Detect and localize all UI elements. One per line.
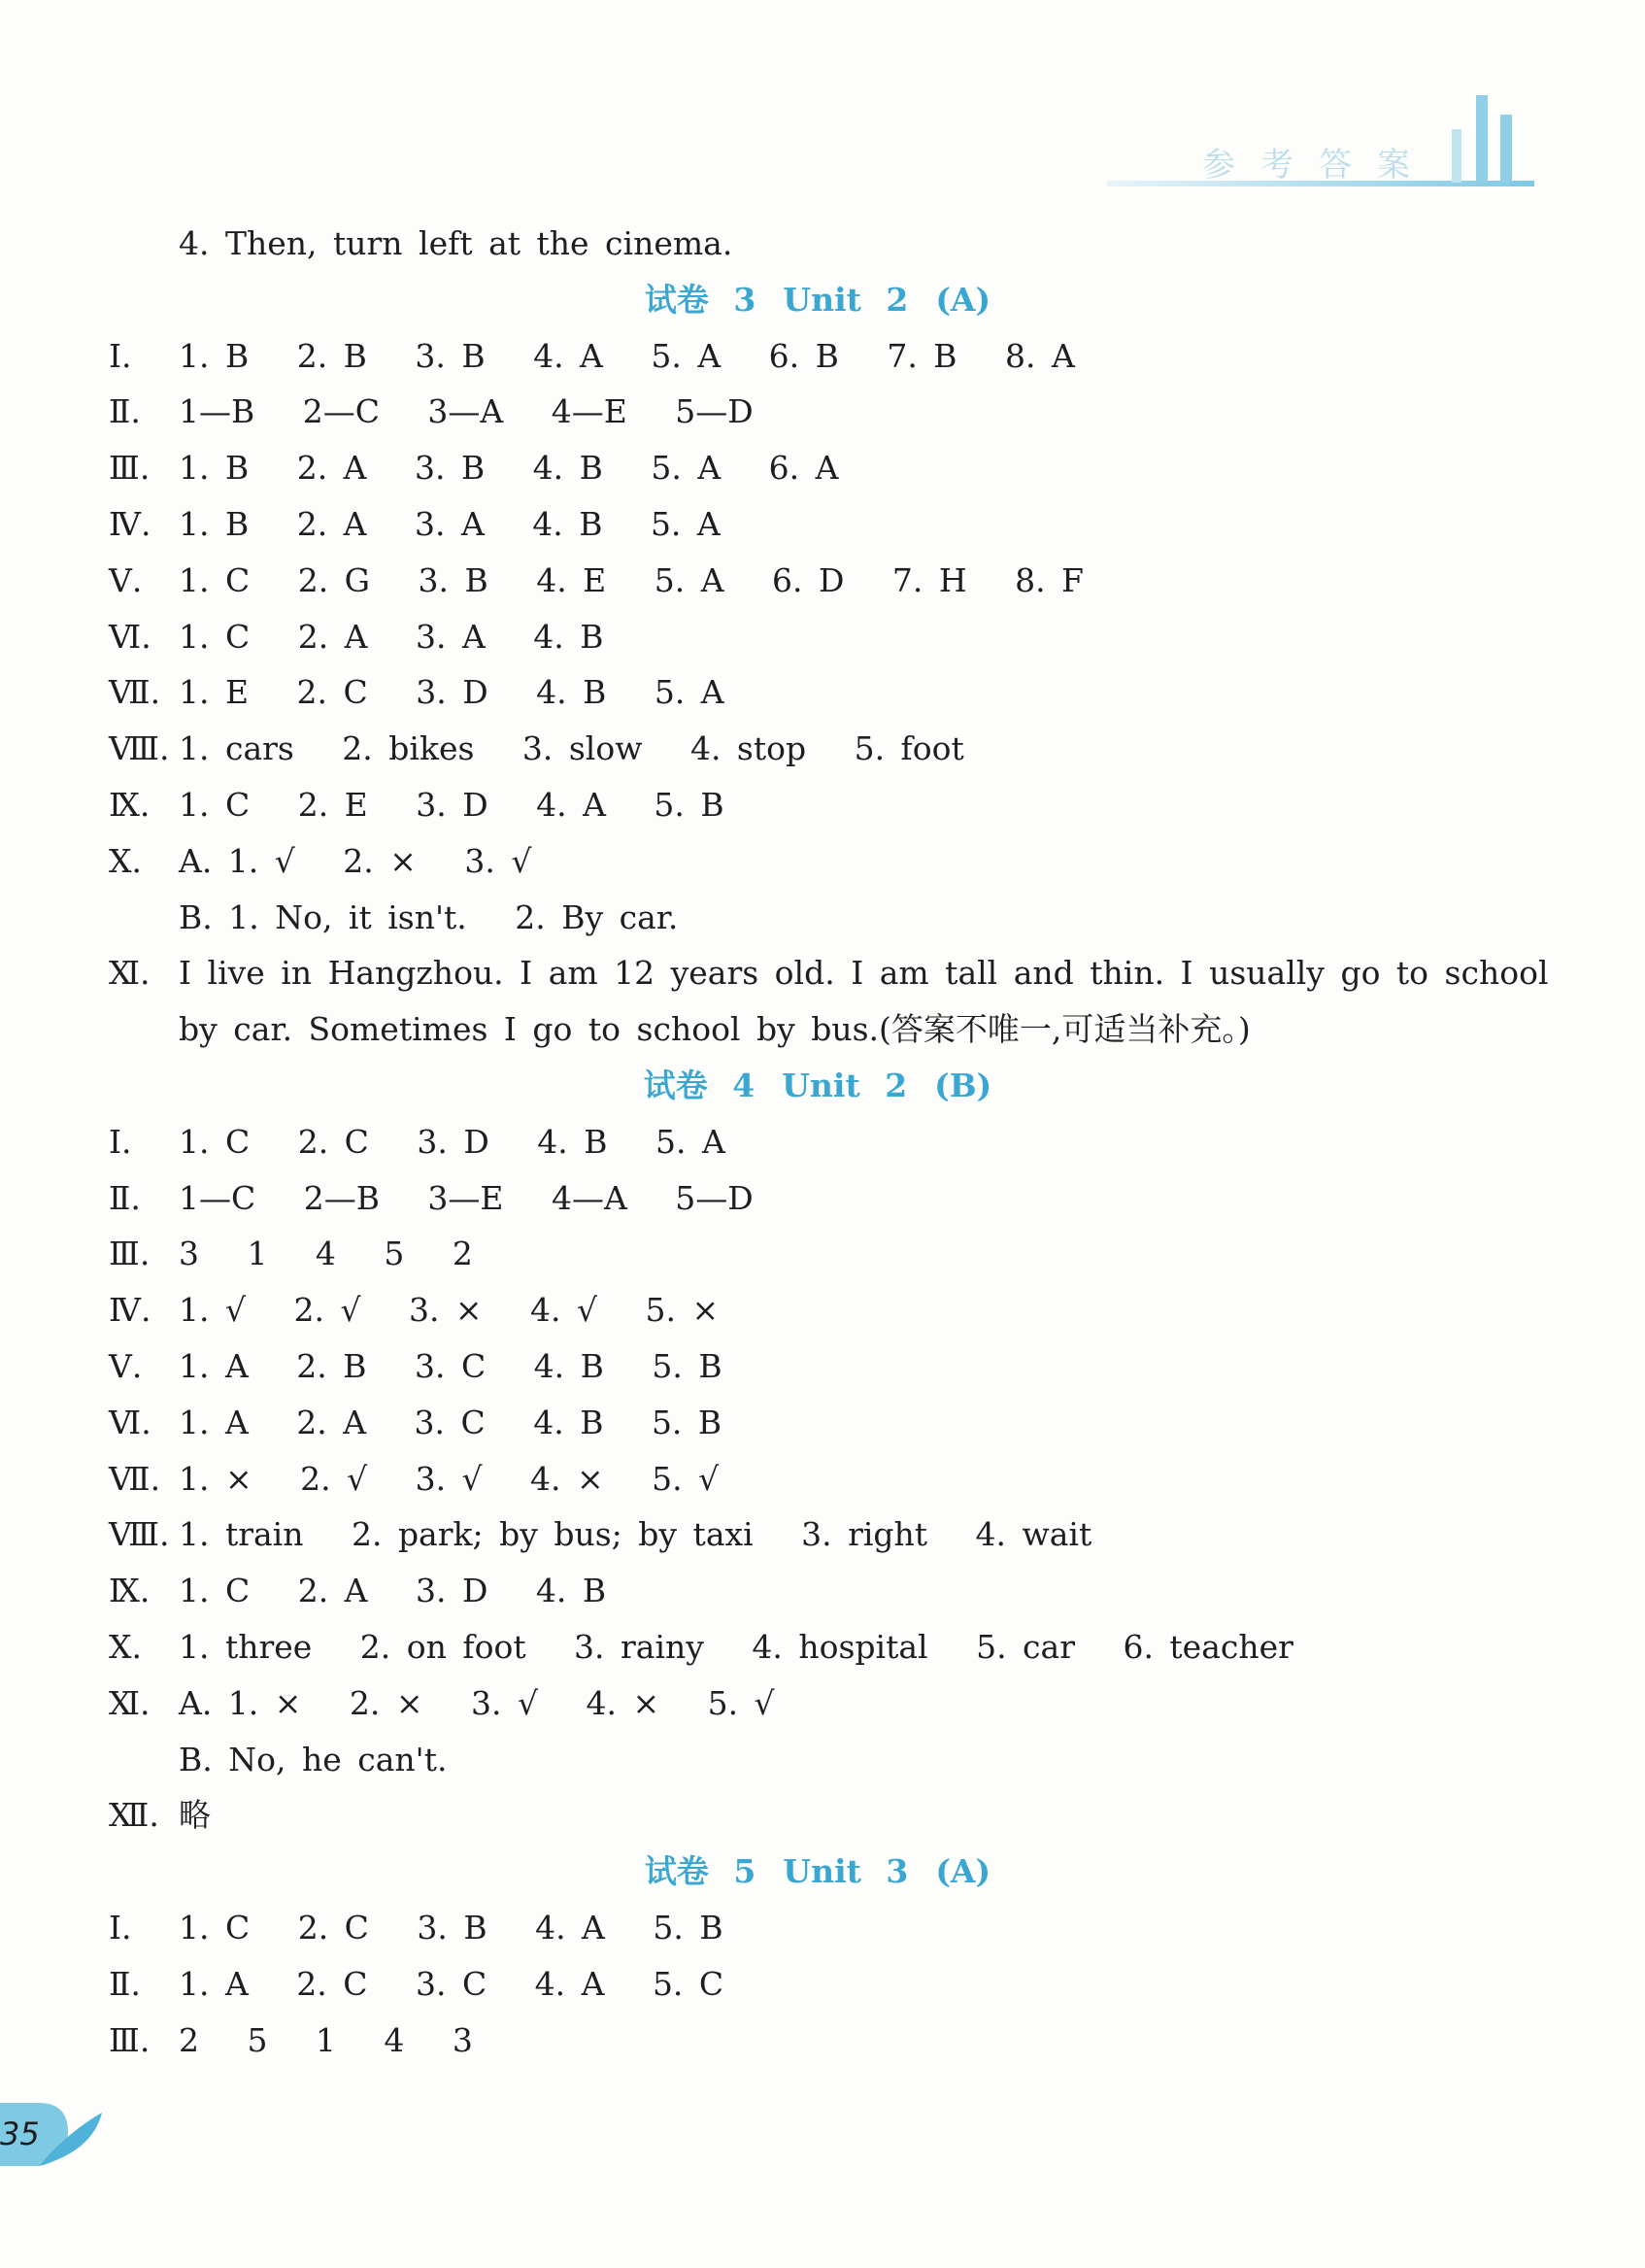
roman-numeral: Ⅲ.: [109, 1235, 151, 1273]
answer-text: 1. A 2. B 3. C 4. B 5. B: [179, 1346, 722, 1385]
roman-numeral: Ⅴ.: [109, 1346, 143, 1385]
answer-text: 1. B 2. A 3. A 4. B 5. A: [179, 504, 721, 543]
answer-line: [109, 440, 1527, 496]
heading-unit: Unit 2: [783, 280, 909, 319]
answer-list: [109, 216, 1549, 2068]
answer-text: 1. C 2. E 3. D 4. A 5. B: [179, 785, 724, 824]
heading-part: (A): [935, 1852, 991, 1891]
answer-line: [109, 496, 1527, 553]
section-heading: [109, 1058, 1527, 1114]
answer-text: 1. three 2. on foot 3. rainy 4. hospital 5. car 6. teacher: [179, 1627, 1293, 1666]
heading-part: (B): [934, 1066, 992, 1104]
roman-numeral: Ⅷ.: [109, 729, 170, 768]
answer-text: 4. Then, turn left at the cinema.: [179, 224, 733, 262]
answer-line: [109, 664, 1527, 721]
heading-test: 试卷 3: [644, 280, 756, 319]
answer-text: by car. Sometimes I go to school by bus.(答案不唯一,可适当补充。): [179, 1010, 1251, 1049]
heading-unit: Unit 2: [782, 1066, 908, 1104]
answer-line: [109, 1619, 1527, 1676]
roman-numeral: Ⅲ.: [109, 2020, 151, 2059]
answer-text: 2 5 1 4 3: [179, 2020, 473, 2059]
roman-numeral: Ⅶ.: [109, 1459, 161, 1498]
answer-line: [109, 1114, 1527, 1170]
answer-text: 略: [179, 1796, 211, 1835]
roman-numeral: Ⅶ.: [109, 673, 161, 712]
answer-line: [109, 1676, 1527, 1732]
answer-line: [109, 1956, 1527, 2013]
answer-text: B. No, he can't.: [179, 1740, 448, 1778]
roman-numeral: Ⅰ.: [109, 336, 132, 375]
answer-text: 3 1 4 5 2: [179, 1235, 473, 1273]
answer-line: [109, 1338, 1527, 1395]
answer-text: I live in Hangzhou. I am 12 years old. I am tall and thin. I usually go to school: [179, 954, 1549, 993]
answer-line: [109, 1170, 1527, 1227]
answer-text: 1. cars 2. bikes 3. slow 4. stop 5. foot: [179, 729, 964, 768]
header-label: 参考答案: [1202, 146, 1435, 185]
heading-test: 试卷 5: [644, 1852, 756, 1891]
answer-line: [109, 1563, 1527, 1619]
answer-text: 1. B 2. A 3. B 4. B 5. A 6. A: [179, 449, 839, 488]
roman-numeral: Ⅹ.: [109, 1627, 142, 1666]
answer-line: [109, 553, 1527, 609]
page-number: 35: [0, 2116, 40, 2152]
roman-numeral: Ⅱ.: [109, 1178, 141, 1217]
answer-text: 1—B 2—C 3—A 4—E 5—D: [179, 392, 754, 431]
answer-text: 1. C 2. C 3. D 4. B 5. A: [179, 1122, 725, 1161]
answer-text: 1. × 2. √ 3. √ 4. × 5. √: [179, 1459, 720, 1498]
roman-numeral: Ⅰ.: [109, 1122, 132, 1161]
answer-text: A. 1. × 2. × 3. √ 4. × 5. √: [179, 1683, 775, 1722]
answer-text: 1. E 2. C 3. D 4. B 5. A: [179, 673, 724, 712]
answer-line: [109, 945, 1549, 1001]
answer-line: [109, 1900, 1527, 1956]
heading-test: 试卷 4: [643, 1066, 755, 1104]
answer-line: [109, 833, 1527, 890]
section-heading: [109, 272, 1527, 328]
roman-numeral: Ⅸ.: [109, 1572, 151, 1610]
answer-text: 1. C 2. A 3. A 4. B: [179, 617, 604, 656]
answer-line: [109, 1282, 1527, 1338]
answer-line: [109, 2013, 1527, 2069]
roman-numeral: Ⅵ.: [109, 1403, 151, 1441]
answer-text: 1. C 2. A 3. D 4. B: [179, 1572, 607, 1610]
answer-text: 1. train 2. park; by bus; by taxi 3. right 4. wait: [179, 1515, 1092, 1554]
answer-text: A. 1. √ 2. × 3. √: [179, 841, 532, 880]
continuation-line: [109, 216, 1527, 272]
roman-numeral: Ⅲ.: [109, 449, 151, 488]
answer-text: 1. √ 2. √ 3. × 4. √ 5. ×: [179, 1291, 720, 1330]
answer-line: [109, 1787, 1527, 1844]
roman-numeral: Ⅵ.: [109, 617, 151, 656]
answer-text: 1. A 2. C 3. C 4. A 5. C: [179, 1964, 724, 2003]
answer-line: [109, 1226, 1527, 1282]
roman-numeral: Ⅺ.: [109, 954, 151, 993]
roman-numeral: Ⅱ.: [109, 392, 141, 431]
answer-line: [109, 609, 1527, 665]
answer-line: [109, 384, 1527, 440]
roman-numeral: Ⅳ.: [109, 504, 151, 543]
roman-numeral: Ⅻ.: [109, 1796, 159, 1835]
heading-part: (A): [935, 280, 991, 319]
answer-text: B. 1. No, it isn't. 2. By car.: [179, 897, 679, 936]
heading-unit: Unit 3: [783, 1852, 909, 1891]
answer-text: 1. A 2. A 3. C 4. B 5. B: [179, 1403, 722, 1441]
answer-line: [109, 328, 1527, 385]
roman-numeral: Ⅸ.: [109, 785, 151, 824]
roman-numeral: Ⅺ.: [109, 1683, 151, 1722]
answer-line: [109, 1451, 1527, 1507]
answer-line: [109, 777, 1527, 833]
answer-line: [109, 1506, 1527, 1563]
answer-text: 1. C 2. C 3. B 4. A 5. B: [179, 1908, 723, 1946]
roman-numeral: Ⅳ.: [109, 1291, 151, 1330]
continuation-line: [109, 890, 1527, 946]
answer-line: [109, 721, 1527, 777]
continuation-line: [109, 1732, 1527, 1788]
roman-numeral: Ⅴ.: [109, 560, 143, 599]
answer-text: 1. C 2. G 3. B 4. E 5. A 6. D 7. H 8. F: [179, 560, 1085, 599]
roman-numeral: Ⅰ.: [109, 1908, 132, 1946]
roman-numeral: Ⅱ.: [109, 1964, 141, 2003]
section-heading: [109, 1844, 1527, 1900]
roman-numeral: Ⅹ.: [109, 841, 142, 880]
roman-numeral: Ⅷ.: [109, 1515, 170, 1554]
answer-text: 1—C 2—B 3—E 4—A 5—D: [179, 1178, 754, 1217]
answer-text: 1. B 2. B 3. B 4. A 5. A 6. B 7. B 8. A: [179, 336, 1075, 375]
continuation-line: [109, 1001, 1527, 1058]
answer-line: [109, 1395, 1527, 1451]
